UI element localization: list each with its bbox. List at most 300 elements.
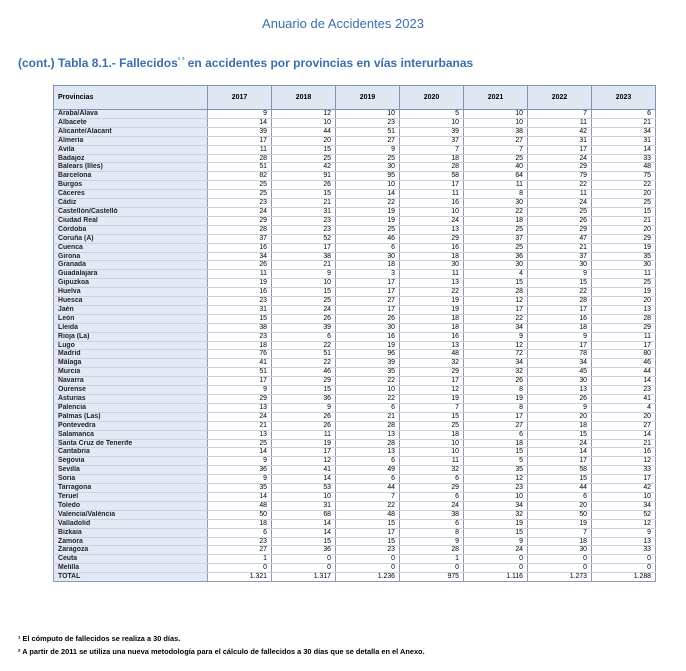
value-cell: 32 <box>464 368 528 377</box>
value-cell: 4 <box>592 403 656 412</box>
table-row <box>54 573 656 582</box>
value-cell: 44 <box>528 484 592 493</box>
value-cell: 10 <box>400 448 464 457</box>
value-cell: 16 <box>592 448 656 457</box>
table-row <box>54 377 656 386</box>
value-cell: 30 <box>528 546 592 555</box>
table-row <box>54 510 656 519</box>
value-cell: 13 <box>592 305 656 314</box>
value-cell: 44 <box>336 484 400 493</box>
value-cell: 50 <box>208 510 272 519</box>
value-cell: 18 <box>400 154 464 163</box>
province-name-cell: Sevilla <box>54 466 208 475</box>
value-cell: 19 <box>208 279 272 288</box>
value-cell: 17 <box>208 377 272 386</box>
value-cell: 30 <box>464 261 528 270</box>
value-cell: 80 <box>592 350 656 359</box>
value-cell: 21 <box>592 439 656 448</box>
footnote-1: ¹ El cómputo de fallecidos se realiza a 30 días. <box>18 634 181 643</box>
value-cell: 79 <box>528 172 592 181</box>
value-cell: 11 <box>592 270 656 279</box>
table-row <box>54 172 656 181</box>
value-cell: 17 <box>528 305 592 314</box>
table-row <box>54 564 656 573</box>
value-cell: 11 <box>464 181 528 190</box>
footnote-2: ² A partir de 2011 se utiliza una nueva metodología para el cálculo de fallecidos a 30 días que se detalla en el Anexo. <box>18 647 425 656</box>
province-name-cell: Segovia <box>54 457 208 466</box>
value-cell: 22 <box>592 181 656 190</box>
value-cell: 23 <box>464 484 528 493</box>
value-cell: 96 <box>336 350 400 359</box>
province-name-cell: Almería <box>54 136 208 145</box>
value-cell: 6 <box>336 457 400 466</box>
value-cell: 9 <box>528 270 592 279</box>
value-cell: 39 <box>272 323 336 332</box>
value-cell: 16 <box>336 332 400 341</box>
value-cell: 49 <box>336 466 400 475</box>
value-cell: 11 <box>528 190 592 199</box>
value-cell: 17 <box>336 279 400 288</box>
value-cell: 41 <box>272 466 336 475</box>
table-row <box>54 225 656 234</box>
table-row <box>54 279 656 288</box>
value-cell: 30 <box>336 323 400 332</box>
value-cell: 42 <box>528 127 592 136</box>
value-cell: 16 <box>528 314 592 323</box>
value-cell: 6 <box>336 243 400 252</box>
value-cell: 29 <box>592 323 656 332</box>
value-cell: 17 <box>336 288 400 297</box>
value-cell: 29 <box>592 234 656 243</box>
value-cell: 20 <box>272 136 336 145</box>
value-cell: 24 <box>528 154 592 163</box>
value-cell: 6 <box>400 492 464 501</box>
value-cell: 9 <box>592 528 656 537</box>
value-cell: 50 <box>528 510 592 519</box>
value-cell: 0 <box>464 555 528 564</box>
value-cell: 19 <box>336 341 400 350</box>
value-cell: 34 <box>464 359 528 368</box>
document-header-title: Anuario de Accidentes 2023 <box>262 16 424 31</box>
value-cell: 14 <box>272 528 336 537</box>
province-name-cell: Burgos <box>54 181 208 190</box>
value-cell: 7 <box>528 110 592 119</box>
value-cell: 29 <box>400 484 464 493</box>
value-cell: 51 <box>208 163 272 172</box>
value-cell: 6 <box>464 430 528 439</box>
table-row <box>54 190 656 199</box>
value-cell: 16 <box>400 199 464 208</box>
column-header-2019: 2019 <box>336 86 400 110</box>
value-cell: 29 <box>528 163 592 172</box>
value-cell: 13 <box>208 430 272 439</box>
value-cell: 1.236 <box>336 573 400 582</box>
value-cell: 15 <box>400 412 464 421</box>
value-cell: 29 <box>208 216 272 225</box>
value-cell: 17 <box>464 412 528 421</box>
value-cell: 11 <box>400 270 464 279</box>
value-cell: 20 <box>592 297 656 306</box>
column-header-2021: 2021 <box>464 86 528 110</box>
value-cell: 20 <box>528 501 592 510</box>
value-cell: 26 <box>272 421 336 430</box>
value-cell: 9 <box>208 475 272 484</box>
province-name-cell: Alicante/Alacant <box>54 127 208 136</box>
value-cell: 30 <box>528 261 592 270</box>
value-cell: 24 <box>528 199 592 208</box>
value-cell: 26 <box>528 216 592 225</box>
value-cell: 35 <box>336 368 400 377</box>
value-cell: 23 <box>272 216 336 225</box>
value-cell: 76 <box>208 350 272 359</box>
value-cell: 15 <box>464 279 528 288</box>
value-cell: 22 <box>336 395 400 404</box>
value-cell: 16 <box>208 243 272 252</box>
province-name-cell: Barcelona <box>54 172 208 181</box>
value-cell: 18 <box>528 421 592 430</box>
value-cell: 36 <box>272 546 336 555</box>
value-cell: 25 <box>272 154 336 163</box>
value-cell: 6 <box>400 519 464 528</box>
value-cell: 21 <box>528 243 592 252</box>
value-cell: 6 <box>336 475 400 484</box>
table-row <box>54 448 656 457</box>
value-cell: 13 <box>528 386 592 395</box>
value-cell: 16 <box>400 243 464 252</box>
table-row <box>54 341 656 350</box>
value-cell: 14 <box>208 448 272 457</box>
value-cell: 31 <box>208 305 272 314</box>
value-cell: 0 <box>336 555 400 564</box>
table-row <box>54 199 656 208</box>
value-cell: 18 <box>400 252 464 261</box>
value-cell: 48 <box>336 510 400 519</box>
value-cell: 5 <box>400 110 464 119</box>
value-cell: 10 <box>464 492 528 501</box>
value-cell: 6 <box>272 332 336 341</box>
value-cell: 44 <box>592 368 656 377</box>
value-cell: 35 <box>592 252 656 261</box>
value-cell: 52 <box>592 510 656 519</box>
value-cell: 13 <box>400 341 464 350</box>
value-cell: 34 <box>208 252 272 261</box>
value-cell: 0 <box>336 564 400 573</box>
value-cell: 15 <box>592 207 656 216</box>
value-cell: 10 <box>272 279 336 288</box>
value-cell: 20 <box>592 412 656 421</box>
table-row <box>54 368 656 377</box>
value-cell: 39 <box>336 359 400 368</box>
value-cell: 24 <box>272 305 336 314</box>
value-cell: 17 <box>208 136 272 145</box>
value-cell: 22 <box>528 288 592 297</box>
value-cell: 12 <box>464 341 528 350</box>
value-cell: 18 <box>400 323 464 332</box>
value-cell: 7 <box>400 403 464 412</box>
value-cell: 8 <box>464 190 528 199</box>
value-cell: 18 <box>208 341 272 350</box>
value-cell: 6 <box>592 110 656 119</box>
value-cell: 46 <box>592 359 656 368</box>
value-cell: 36 <box>464 252 528 261</box>
table-row <box>54 484 656 493</box>
value-cell: 21 <box>592 118 656 127</box>
value-cell: 17 <box>336 305 400 314</box>
value-cell: 19 <box>464 395 528 404</box>
value-cell: 1.273 <box>528 573 592 582</box>
province-name-cell: Huesca <box>54 297 208 306</box>
value-cell: 21 <box>592 216 656 225</box>
value-cell: 36 <box>208 466 272 475</box>
value-cell: 23 <box>336 118 400 127</box>
value-cell: 16 <box>208 288 272 297</box>
value-cell: 32 <box>464 510 528 519</box>
value-cell: 17 <box>528 145 592 154</box>
column-header-2023: 2023 <box>592 86 656 110</box>
value-cell: 21 <box>336 412 400 421</box>
table-title <box>18 56 473 70</box>
value-cell: 35 <box>464 466 528 475</box>
value-cell: 31 <box>592 136 656 145</box>
value-cell: 7 <box>528 528 592 537</box>
value-cell: 6 <box>528 492 592 501</box>
value-cell: 30 <box>336 163 400 172</box>
value-cell: 58 <box>528 466 592 475</box>
value-cell: 15 <box>464 528 528 537</box>
table-row <box>54 110 656 119</box>
table-row <box>54 546 656 555</box>
table-row <box>54 412 656 421</box>
table-row <box>54 163 656 172</box>
value-cell: 72 <box>464 350 528 359</box>
value-cell: 23 <box>336 546 400 555</box>
province-name-cell: Castellón/Castelló <box>54 207 208 216</box>
value-cell: 11 <box>208 270 272 279</box>
value-cell: 37 <box>208 234 272 243</box>
value-cell: 12 <box>592 457 656 466</box>
province-name-cell: Palencia <box>54 403 208 412</box>
value-cell: 24 <box>208 412 272 421</box>
province-name-cell: Guadalajara <box>54 270 208 279</box>
value-cell: 20 <box>528 412 592 421</box>
value-cell: 19 <box>592 288 656 297</box>
value-cell: 0 <box>528 564 592 573</box>
value-cell: 22 <box>400 288 464 297</box>
table-row <box>54 350 656 359</box>
value-cell: 0 <box>464 564 528 573</box>
value-cell: 14 <box>528 448 592 457</box>
value-cell: 91 <box>272 172 336 181</box>
value-cell: 17 <box>400 181 464 190</box>
value-cell: 20 <box>592 190 656 199</box>
value-cell: 15 <box>336 519 400 528</box>
value-cell: 30 <box>336 252 400 261</box>
value-cell: 18 <box>400 430 464 439</box>
value-cell: 39 <box>208 127 272 136</box>
value-cell: 9 <box>336 145 400 154</box>
value-cell: 10 <box>272 118 336 127</box>
province-name-cell: Araba/Álava <box>54 110 208 119</box>
value-cell: 27 <box>208 546 272 555</box>
province-name-cell: Zaragoza <box>54 546 208 555</box>
value-cell: 1 <box>400 555 464 564</box>
value-cell: 34 <box>528 359 592 368</box>
value-cell: 31 <box>272 501 336 510</box>
value-cell: 10 <box>400 118 464 127</box>
table-row <box>54 314 656 323</box>
value-cell: 15 <box>272 386 336 395</box>
value-cell: 1 <box>208 555 272 564</box>
value-cell: 18 <box>464 216 528 225</box>
value-cell: 28 <box>336 421 400 430</box>
province-name-cell: Cádiz <box>54 199 208 208</box>
table-row <box>54 234 656 243</box>
table-row <box>54 127 656 136</box>
value-cell: 24 <box>208 207 272 216</box>
value-cell: 0 <box>592 564 656 573</box>
value-cell: 38 <box>400 510 464 519</box>
table-row <box>54 537 656 546</box>
province-name-cell: Zamora <box>54 537 208 546</box>
value-cell: 18 <box>400 314 464 323</box>
value-cell: 9 <box>400 537 464 546</box>
value-cell: 25 <box>208 190 272 199</box>
value-cell: 38 <box>208 323 272 332</box>
province-name-cell: Tarragona <box>54 484 208 493</box>
province-name-cell: Bizkaia <box>54 528 208 537</box>
value-cell: 18 <box>464 439 528 448</box>
value-cell: 48 <box>400 350 464 359</box>
value-cell: 42 <box>272 163 336 172</box>
value-cell: 7 <box>336 492 400 501</box>
value-cell: 6 <box>208 528 272 537</box>
footnotes <box>18 632 425 658</box>
value-cell: 18 <box>528 323 592 332</box>
table-row <box>54 555 656 564</box>
value-cell: 29 <box>400 234 464 243</box>
province-name-cell: Ourense <box>54 386 208 395</box>
value-cell: 19 <box>336 207 400 216</box>
value-cell: 53 <box>272 484 336 493</box>
value-cell: 38 <box>464 127 528 136</box>
value-cell: 42 <box>592 484 656 493</box>
value-cell: 23 <box>272 225 336 234</box>
value-cell: 31 <box>528 136 592 145</box>
value-cell: 17 <box>272 448 336 457</box>
table-row <box>54 323 656 332</box>
value-cell: 6 <box>336 403 400 412</box>
value-cell: 48 <box>208 501 272 510</box>
value-cell: 10 <box>400 207 464 216</box>
value-cell: 33 <box>592 154 656 163</box>
value-cell: 13 <box>336 430 400 439</box>
value-cell: 12 <box>272 110 336 119</box>
value-cell: 17 <box>592 475 656 484</box>
province-name-cell: Málaga <box>54 359 208 368</box>
fatalities-table <box>53 85 656 582</box>
province-name-cell: Toledo <box>54 501 208 510</box>
column-header-2017: 2017 <box>208 86 272 110</box>
value-cell: 15 <box>528 430 592 439</box>
value-cell: 14 <box>272 475 336 484</box>
province-name-cell: Santa Cruz de Tenerife <box>54 439 208 448</box>
table-row <box>54 519 656 528</box>
value-cell: 15 <box>208 314 272 323</box>
value-cell: 19 <box>592 243 656 252</box>
value-cell: 51 <box>208 368 272 377</box>
value-cell: 24 <box>400 501 464 510</box>
value-cell: 11 <box>400 457 464 466</box>
value-cell: 22 <box>336 501 400 510</box>
value-cell: 33 <box>592 466 656 475</box>
value-cell: 35 <box>208 484 272 493</box>
value-cell: 34 <box>464 501 528 510</box>
table-row <box>54 439 656 448</box>
table-title-footnote-marks: ¹ ² <box>177 57 185 64</box>
value-cell: 27 <box>592 421 656 430</box>
value-cell: 19 <box>336 216 400 225</box>
value-cell: 6 <box>400 475 464 484</box>
province-name-cell: Cáceres <box>54 190 208 199</box>
value-cell: 25 <box>208 439 272 448</box>
value-cell: 29 <box>208 395 272 404</box>
value-cell: 22 <box>464 207 528 216</box>
value-cell: 22 <box>336 377 400 386</box>
value-cell: 17 <box>528 457 592 466</box>
table-row <box>54 386 656 395</box>
value-cell: 41 <box>208 359 272 368</box>
table-row <box>54 528 656 537</box>
value-cell: 19 <box>464 519 528 528</box>
value-cell: 23 <box>208 199 272 208</box>
value-cell: 15 <box>464 448 528 457</box>
table-row <box>54 421 656 430</box>
value-cell: 4 <box>464 270 528 279</box>
value-cell: 18 <box>208 519 272 528</box>
value-cell: 5 <box>464 457 528 466</box>
value-cell: 34 <box>464 323 528 332</box>
province-name-cell: Córdoba <box>54 225 208 234</box>
column-header-2020: 2020 <box>400 86 464 110</box>
value-cell: 26 <box>272 412 336 421</box>
value-cell: 20 <box>592 225 656 234</box>
value-cell: 28 <box>464 288 528 297</box>
value-cell: 27 <box>336 136 400 145</box>
value-cell: 9 <box>208 457 272 466</box>
value-cell: 10 <box>400 439 464 448</box>
value-cell: 11 <box>528 118 592 127</box>
value-cell: 14 <box>208 492 272 501</box>
value-cell: 68 <box>272 510 336 519</box>
province-name-cell: Madrid <box>54 350 208 359</box>
province-name-cell: Melilla <box>54 564 208 573</box>
value-cell: 12 <box>400 386 464 395</box>
province-name-cell: Girona <box>54 252 208 261</box>
value-cell: 28 <box>592 314 656 323</box>
table-row <box>54 492 656 501</box>
province-name-cell: Asturias <box>54 395 208 404</box>
value-cell: 25 <box>208 181 272 190</box>
value-cell: 0 <box>208 564 272 573</box>
value-cell: 10 <box>592 492 656 501</box>
column-header-provincias: Provincias <box>54 86 208 110</box>
value-cell: 45 <box>528 368 592 377</box>
value-cell: 12 <box>272 457 336 466</box>
value-cell: 23 <box>208 332 272 341</box>
value-cell: 22 <box>336 199 400 208</box>
value-cell: 14 <box>272 519 336 528</box>
value-cell: 10 <box>336 386 400 395</box>
